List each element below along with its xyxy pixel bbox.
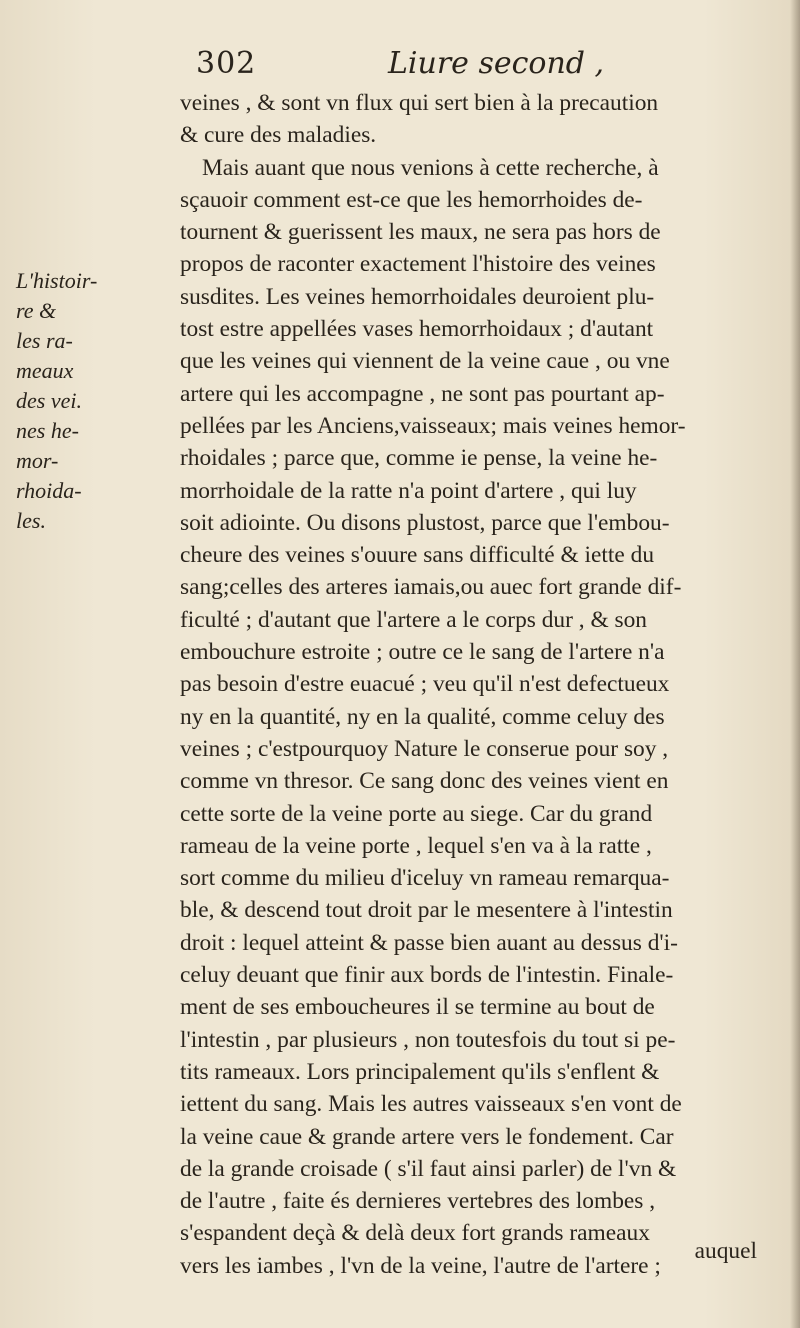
text-line: la veine caue & grande artere vers le fondement. Car	[180, 1123, 674, 1150]
text-line: de la grande croisade ( s'il faut ainsi parler) de l'vn &	[180, 1155, 677, 1182]
text-line: comme vn thresor. Ce sang donc des veines vient en	[180, 768, 669, 795]
text-line: pas besoin d'estre euacué ; veu qu'il n'est defectueux	[180, 671, 670, 698]
text-line: tost estre appellées vases hemorrhoidaux ; d'autant	[180, 316, 654, 343]
text-line: veines ; c'estpourquoy Nature le conserue pour soy ,	[180, 735, 669, 762]
body-text	[180, 87, 780, 1282]
marginal-note-line: les.	[16, 508, 46, 533]
text-line: pellées par les Anciens,vaisseaux; mais veines hemor-	[180, 412, 686, 439]
page-edge-shadow	[790, 0, 800, 1328]
running-head	[196, 40, 606, 84]
text-line: rameau de la veine porte , lequel s'en va à la ratte ,	[180, 832, 652, 859]
text-line: ment de ses emboucheures il se termine au bout de	[180, 994, 655, 1021]
text-line: vers les iambes , l'vn de la veine, l'autre de l'artere ;	[180, 1252, 661, 1279]
text-line: que les veines qui viennent de la veine caue , ou vne	[180, 348, 670, 375]
text-line: droit : lequel atteint & passe bien auant au dessus d'i-	[180, 929, 678, 956]
running-title: Liure second ,	[388, 46, 605, 81]
text-line: propos de raconter exactement l'histoire des veines	[180, 251, 656, 278]
text-line: l'intestin , par plusieurs , non toutesfois du tout si pe-	[180, 1026, 676, 1053]
page-number: 302	[196, 46, 257, 81]
text-line: ny en la quantité, ny en la qualité, comme celuy des	[180, 703, 665, 730]
marginal-note-line: rhoida-	[16, 478, 82, 503]
marginal-note-line: les ra-	[16, 328, 73, 353]
text-line: sort comme du milieu d'iceluy vn rameau remarqua-	[180, 865, 670, 892]
text-line: sang;celles des arteres iamais,ou auec fort grande dif-	[180, 574, 682, 601]
text-line: ficulté ; d'autant que l'artere a le corps dur , & son	[180, 606, 647, 633]
text-line: cheure des veines s'ouure sans difficulté & iette du	[180, 542, 655, 569]
text-line: tournent & guerissent les maux, ne sera pas hors de	[180, 219, 661, 246]
text-line: s'espandent deçà & delà deux fort grands rameaux	[180, 1220, 650, 1247]
text-line: celuy deuant que finir aux bords de l'intestin. Finale-	[180, 962, 674, 989]
text-line: cette sorte de la veine porte au siege. Car du grand	[180, 800, 653, 827]
marginal-note-line: re &	[16, 298, 57, 323]
text-line: de l'autre , faite és dernieres vertebres des lombes ,	[180, 1188, 656, 1215]
text-line: morrhoidale de la ratte n'a point d'artere , qui luy	[180, 477, 637, 504]
text-line: tits rameaux. Lors principalement qu'ils s'enflent &	[180, 1058, 660, 1085]
text-line: sçauoir comment est-ce que les hemorrhoides de-	[180, 186, 643, 213]
text-line: artere qui les accompagne , ne sont pas pourtant ap-	[180, 380, 665, 407]
marginal-note-line: mor-	[16, 448, 59, 473]
text-line: ble, & descend tout droit par le mesentere à l'intestin	[180, 897, 673, 924]
catchword: auquel	[694, 1238, 757, 1264]
marginal-note-line: L'histoir-	[16, 268, 98, 293]
marginal-note-line: meaux	[16, 358, 74, 383]
text-line: rhoidales ; parce que, comme ie pense, la veine he-	[180, 445, 658, 472]
marginal-note	[16, 266, 176, 536]
text-line: veines , & sont vn flux qui sert bien à la precaution	[180, 90, 659, 116]
text-line: Mais auant que nous venions à cette recherche, à	[202, 154, 659, 181]
marginal-note-line: nes he-	[16, 418, 79, 443]
text-line: iettent du sang. Mais les autres vaisseaux s'en vont de	[180, 1091, 682, 1118]
text-line: embouchure estroite ; outre ce le sang de l'artere n'a	[180, 639, 665, 666]
text-line: & cure des maladies.	[180, 122, 377, 149]
marginal-note-line: des vei.	[16, 388, 82, 413]
text-line: soit adiointe. Ou disons plustost, parce que l'embou-	[180, 509, 670, 536]
text-line: susdites. Les veines hemorrhoidales deuroient plu-	[180, 283, 655, 310]
